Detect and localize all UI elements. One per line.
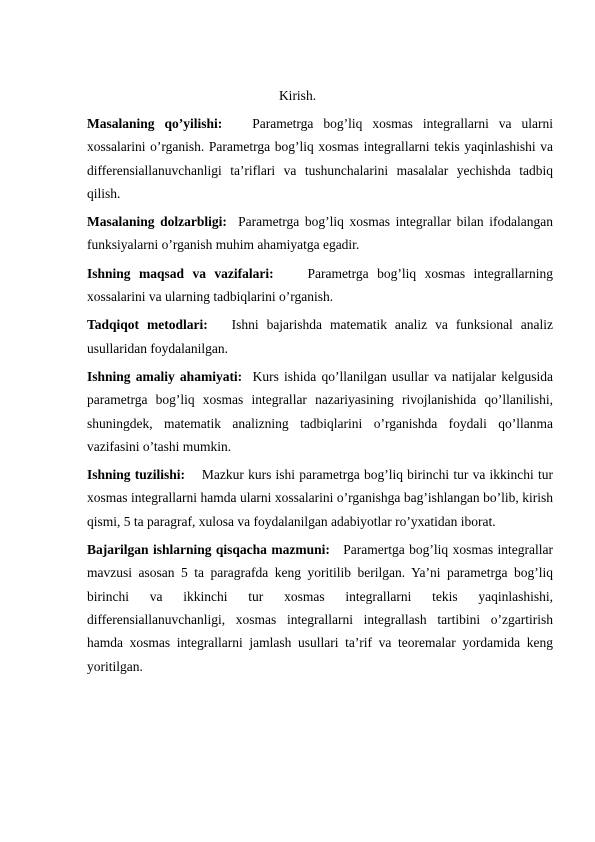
paragraph-text: Parametrga bog’liq xosmas integrallarni va ularni xossalarini o’rganish. Parametrga bog’liq xosmas integrallarni tekis yaqinlashishi va differensiallanuvchanligi ta’riflari va tushunchalarini masalalar yechishda tadbiq qilish. [87,116,554,201]
paragraph-lead: Masalaning dolzarbligi: [87,214,227,230]
paragraph-structure [87,463,553,533]
paragraph-text: Ishni bajarishda matematik analiz va funksional analiz usullaridan foydalanilgan. [87,317,553,356]
paragraph-relevance [87,210,553,257]
document-title: Kirish. [278,88,317,103]
paragraph-text: Paramertga bog’liq xosmas integrallar mavzusi asosan 5 ta paragrafda keng yoritilib berilgan. Ya’ni parametrga bog’liq birinchi va ikkinchi tur xosmas integrallarni tekis yaqinlashishi, differensiallanuvchanligi, xosmas integrallarni integrallash tartibini o’zgartirish hamda xosmas integrallarni jamlash usullari ta’rif va teoremalar yordamida keng yoritilgan. [87,542,554,674]
paragraph-text: Mazkur kurs ishi parametrga bog’liq birinchi tur va ikkinchi tur xosmas integrallarni hamda ularni xossalarini o’rganishga bag’ishlangan bo’lib, kirish qismi, 5 ta paragraf, xulosa va foydalanilgan adabiyotlar ro’yxatidan iborat. [87,467,554,529]
paragraph-text: Kurs ishida qo’llanilgan usullar va natijalar kelgusida parametrga bog’liq xosmas integrallar nazariyasining rivojlanishida qo’llanilishi, shuningdek, matematik analizning tadbiqlarini o’rganishda foydali qo’llanma vazifasini o’tashi mumkin. [87,368,553,454]
paragraph-practical-significance [87,365,553,458]
paragraph-lead: Tadqiqot metodlari: [87,317,208,333]
paragraph-lead: Ishning amaliy ahamiyati: [87,368,243,384]
paragraph-lead: Bajarilgan ishlarning qisqacha mazmuni: [87,542,330,558]
paragraph-lead: Masalaning qo’yilishi: [87,116,223,131]
paragraph-lead: Ishning tuzilishi: [87,467,186,483]
paragraph-text: Parametrga bog’liq xosmas integrallarning xossalarini va ularning tadbiqlarini o’rganish. [87,265,554,305]
paragraph-lead: Ishning maqsad va vazifalari: [87,265,274,281]
paragraph-summary [87,538,553,678]
paragraph-text: Parametrga bog’liq xosmas integrallar bilan ifodalangan funksiyalarni o’rganish muhim ahamiyatga egadir. [87,214,553,253]
paragraph-problem-statement [87,112,553,205]
paragraph-methods [87,313,553,360]
paragraph-goals [87,262,553,309]
document-body [87,112,553,683]
